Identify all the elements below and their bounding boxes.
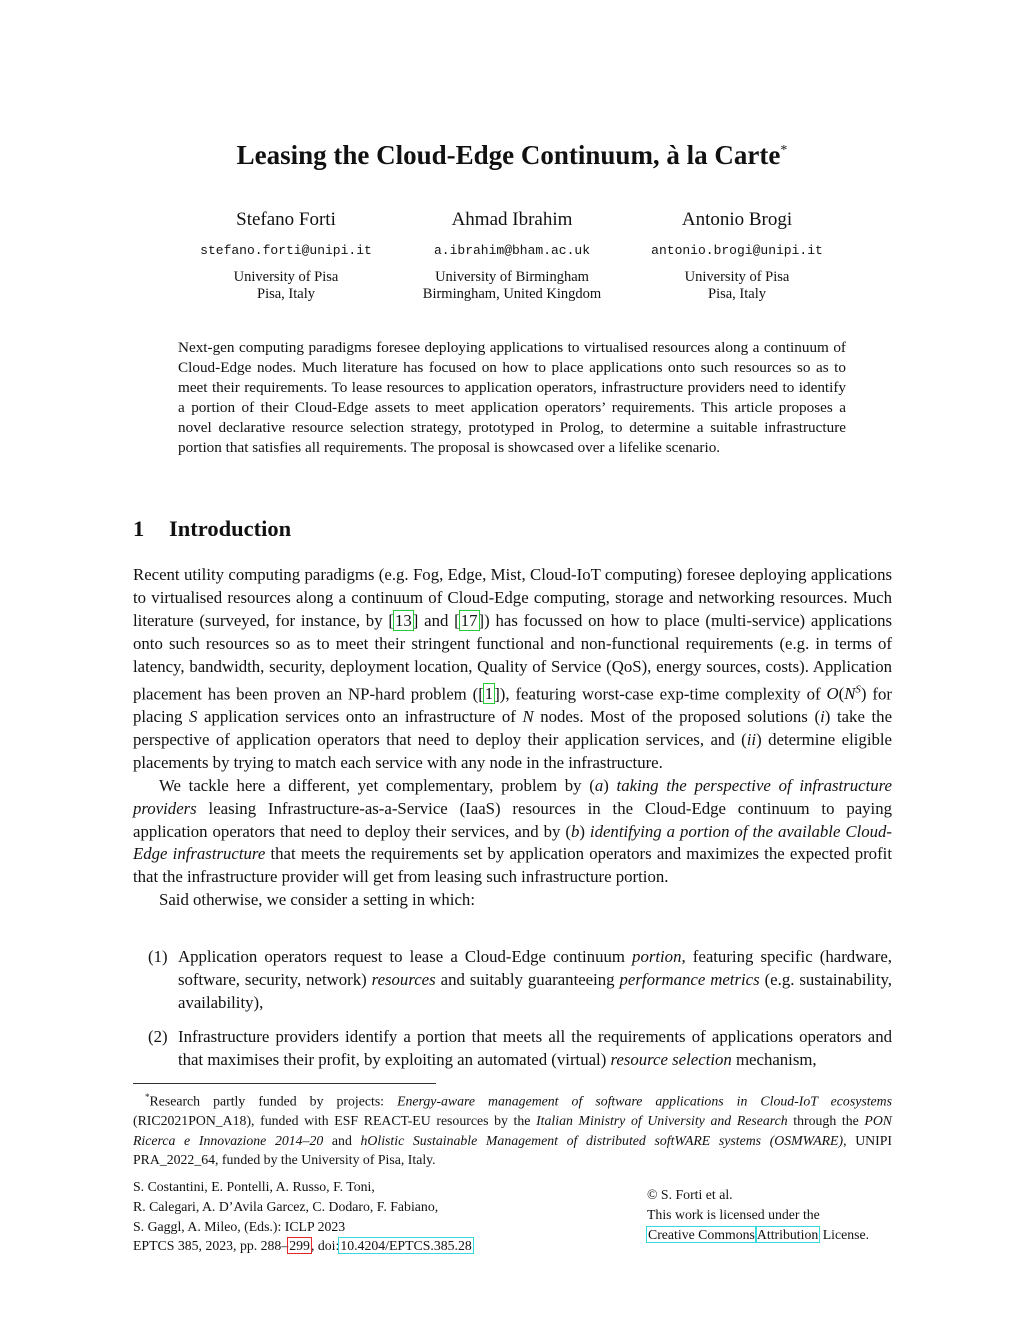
author-affiliation: University of Birmingham [435,269,589,285]
citation-link[interactable]: 13 [394,610,412,630]
author-name: Antonio Brogi [681,209,793,230]
footnote: *Research partly funded by projects: Energy-aware management of software applications in Cloud-IoT ecosystems (RIC2021PON_A18), funded with ESF REACT-EU resources by the Italian Ministry of University and Research through the PON Ricerca e Innovazione 2014–20 and hOlistic Sustainable Management of distributed softWARE systems (OSMWARE), UNIPI PRA_2022_64, funded by the University of Pisa, Italy. [133,1092,893,1168]
section-number: 1 [133,516,145,541]
section-heading [133,516,291,542]
license-info: © S. Forti et al. This work is licensed under the Creative Commons Attribution License. [647,1187,870,1242]
author-affiliation: University of Pisa [233,269,339,285]
author-email[interactable]: antonio.brogi@unipi.it [651,243,823,258]
list-item: (1) Application operators request to lease a Cloud-Edge continuum portion, featuring specific (hardware, software, security, network) resources and suitably guaranteeing performance metrics (e.g. sustainability, availability), [148,947,892,1012]
abstract: Next-gen computing paradigms foresee deploying applications to virtualised resources along a continuum of Cloud-Edge nodes. Much literature has focused on how to place applications onto such resources so as to meet their requirements. To lease resources to application operators, infrastructure providers need to identify a portion of their Cloud-Edge assets to meet application operators’ requirements. This article proposes a novel declarative resource selection strategy, prototyped in Prolog, to determine a suitable infrastructure portion that satisfies all requirements. The proposal is showcased over a lifelike scenario. [178,339,846,457]
author-name: Ahmad Ibrahim [451,209,573,230]
doi-link[interactable]: 10.4204/EPTCS.385.28 [340,1238,472,1254]
creative-commons-link[interactable]: Creative Commons [648,1226,755,1242]
footnote-mark: * [145,1092,150,1102]
publication-info: S. Costantini, E. Pontelli, A. Russo, F. Toni, R. Calegari, A. D’Avila Garcez, C. Dodaro, F. Fabiano, S. Gaggl, A. Mileo, (Eds.): ICLP 2023 EPTCS 385, 2023, pp. 288–299, doi:10.4204/EPTCS.385.28 [133,1179,472,1254]
footnote-rule [133,1083,436,1084]
body-text [133,564,892,912]
author-location: Pisa, Italy [257,286,315,302]
title-footnote-mark: * [780,143,788,158]
last-page-link[interactable]: 299 [289,1238,310,1254]
list-item-label: (2) [148,1026,168,1046]
attribution-link[interactable]: Attribution [756,1226,819,1242]
enumerated-list [133,946,892,1072]
citation-link[interactable]: 17 [460,610,478,630]
author-email[interactable]: a.ibrahim@bham.ac.uk [433,243,591,258]
author-location: Birmingham, United Kingdom [422,286,602,302]
list-item: (2) Infrastructure providers identify a portion that meets all the requirements of applications operators and that maximises their profit, by exploiting an automated (virtual) resource selection mechanism, [148,1026,892,1069]
author-email[interactable]: stefano.forti@unipi.it [200,243,372,258]
paragraph-1: Recent utility computing paradigms (e.g. Fog, Edge, Mist, Cloud-IoT computing) foresee deploying applications to virtualised resources along a continuum of Cloud-Edge computing, storage and networking resources. Much literature (surveyed, for instance, by [13] and [17]) has focussed on how to place (multi-service) applications onto such resources so as to meet their stringent functional and non-functional requirements (e.g. in terms of latency, bandwidth, security, deployment location, Quality of Service (QoS), energy sources, costs). Application placement has been proven an NP-hard problem ([1]), featuring worst-case exp-time complexity of $O(N^S)$ for placing S application services onto an infrastructure of N nodes. Most of the proposed solutions (i) take the perspective of application operators that need to deploy their application services, and (ii) determine eligible placements by trying to match each service with any node in the infrastructure. [133,565,893,772]
complexity-formula: $O(N^S)$ [826,683,867,704]
paragraph-3: Said otherwise, we consider a setting in which: [159,890,475,910]
section-title: Introduction [169,516,292,541]
author-location: Pisa, Italy [708,286,766,302]
citation-link[interactable]: 1 [484,684,494,704]
author-affiliation: University of Pisa [684,269,790,285]
paper-title: Leasing the Cloud-Edge Continuum, à la Carte* [236,140,788,170]
paragraph-2: We tackle here a different, yet complementary, problem by (a) taking the perspective of infrastructure providers leasing Infrastructure-as-a-Service (IaaS) resources in the Cloud-Edge continuum to paying application operators that need to deploy their services, and by (b) identifying a portion of the available Cloud-Edge infrastructure that meets the requirements set by application operators and maximizes the expected profit that the infrastructure provider will get from leasing such infrastructure portion. [133,775,892,887]
author-name: Stefano Forti [236,209,336,230]
list-item-label: (1) [148,947,168,966]
author-block-3 [587,209,887,303]
